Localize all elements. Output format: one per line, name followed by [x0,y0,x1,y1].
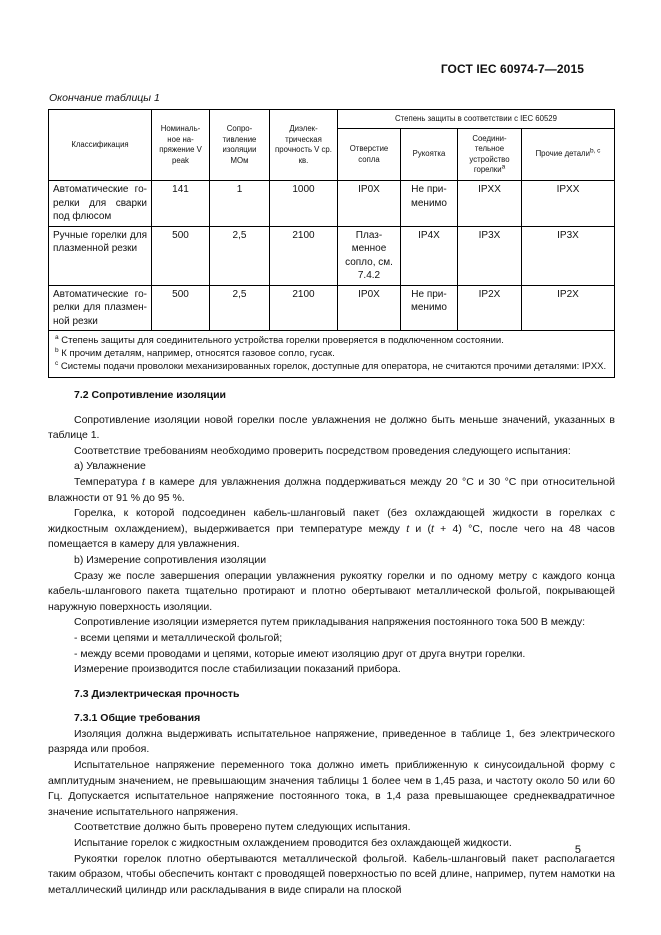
section-heading-7-2: 7.2 Сопротивление изоляции [74,389,226,401]
cell-dielectric: 2100 [270,285,338,331]
paragraph: Рукоятки горелок плотно обертываются металлической фольгой. Кабель-шланговый пакет располагается таким образом, чтобы обеспечить контакт с проводящей поверхностью по всей длине, например, путем намотки на металлический цилиндр или раскладывания в виде спирали на плоской [48,852,615,896]
paragraph: Соответствие требованиям необходимо проверить посредством проведения следующего испытания: [74,444,571,457]
table-caption: Окончание таблицы 1 [49,92,160,104]
table-footnotes [49,331,615,378]
cell-nozzle: IP0X [338,181,401,227]
list-item: - всеми цепями и металлической фольгой; [74,631,283,644]
paragraph: Сопротивление изоляции новой горелки после увлажнения не должно быть меньше значений, указанных в таблице 1. [48,413,615,442]
document-header: ГОСТ IEC 60974-7—2015 [440,62,584,76]
cell-classification: Автоматические го-релки для плазмен-ной резки [49,285,152,331]
paragraph: Испытательное напряжение переменного тока должно иметь приближенную к синусоидальной форму с амплитудным значением, не превышающим значения таблицы 1 более чем в 1,45 раза, и частоту около 50 или 60 Гц. Допускается испытательное напряжение постоянного тока, в 1,4 раза превышающее среднеквадратичное значение испытательного напряжения. [48,759,615,818]
paragraph: Изоляция должна выдерживать испытательное напряжение, приведенное в таблице 1, без электрического разряда или пробоя. [48,727,615,756]
cell-nozzle: IP0X [338,285,401,331]
footnote-c: $^c$ Системы подачи проволоки механизированных горелок, доступные для оператора, не считаются прочими деталями: IPXX. [55,359,607,372]
table-row [49,285,615,331]
cell-nozzle: Плаз-менное сопло, см. 7.4.2 [338,226,401,285]
header-handle: Рукоятка [401,129,458,181]
list-item: - между всеми проводами и цепями, которые имеют изоляцию друг от друга внутри горелки. [74,647,526,660]
cell-voltage: 141 [152,181,210,227]
cell-classification: Автоматические го-релки для сварки под флюсом [49,181,152,227]
paragraph: Измерение производится после стабилизации показаний прибора. [74,663,401,676]
cell-voltage: 500 [152,226,210,285]
cell-dielectric: 1000 [270,181,338,227]
list-item: а) Увлажнение [74,460,146,473]
cell-connector: IPXX [458,181,522,227]
cell-other: IPXX [522,181,615,227]
section-heading-7-3-1: 7.3.1 Общие требования [74,712,201,725]
paragraph: Сразу же после завершения операции увлажнения рукоятку горелки и по одному метру с каждого конца кабель-шлангового пакета тщательно протирают и плотно обертывают металлической фольгой, покрывающей наружную поверхность изоляции. [48,569,615,613]
page-number: 5 [574,844,581,856]
cell-connector: IP2X [458,285,522,331]
paragraph: Испытание горелок с жидкостным охлаждением проводится без охлаждающей жидкости. [74,837,512,850]
cell-handle: Не при-менимо [401,181,458,227]
cell-resistance: 2,5 [210,285,270,331]
cell-resistance: 1 [210,181,270,227]
paragraph: Соответствие должно быть проверено путем следующих испытания. [74,821,411,834]
header-nozzle-opening: Отверстие сопла [338,129,401,181]
header-connector: Соедини-тельное устройство горелки$^a$ [458,129,522,181]
specification-table [48,109,615,378]
table-row [49,181,615,227]
document-body [48,388,615,898]
footnote-a: $^a$ Степень защиты для соединительного устройства горелки проверяется в подключенном состоянии. [55,333,504,346]
list-item: b) Измерение сопротивления изоляции [74,553,267,566]
header-other-parts: Прочие детали$^{b, c}$ [522,129,615,181]
cell-resistance: 2,5 [210,226,270,285]
cell-dielectric: 2100 [270,226,338,285]
header-protection-degree: Степень защиты в соответствии с IEC 60529 [338,110,615,129]
cell-connector: IP3X [458,226,522,285]
header-classification: Классификация [49,110,152,181]
cell-handle: Не при-менимо [401,285,458,331]
header-insulation-resistance: Сопро-тивление изоляции МОм [210,110,270,181]
section-heading-7-3: 7.3 Диэлектрическая прочность [74,687,240,700]
cell-other: IP2X [522,285,615,331]
paragraph: Температура t в камере для увлажнения должна поддерживаться между 20 °С и 30 °С при относительной влажности от 91 % до 95 %. [48,475,616,504]
cell-other: IP3X [522,226,615,285]
paragraph: Сопротивление изоляции измеряется путем прикладывания напряжения постоянного тока 500 В между: [74,616,586,629]
header-rated-voltage: Номиналь-ное на-пряжение V peak [152,110,210,181]
paragraph: Горелка, к которой подсоединен кабель-шланговый пакет (без охлаждающей жидкости в горелках с жидкостным охлаждением), выдерживается при температуре между t и (t + 4) °С, после чего на 48 часов помещается в камеру для увлажнения. [48,507,615,551]
cell-classification: Ручные горелки для плазменной резки [49,226,152,285]
cell-voltage: 500 [152,285,210,331]
table-row [49,226,615,285]
footnote-b: $^b$ К прочим деталям, например, относятся газовое сопло, гусак. [55,346,335,359]
cell-handle: IP4X [401,226,458,285]
header-dielectric-strength: Диэлек-трическая прочность V ср. кв. [270,110,338,181]
